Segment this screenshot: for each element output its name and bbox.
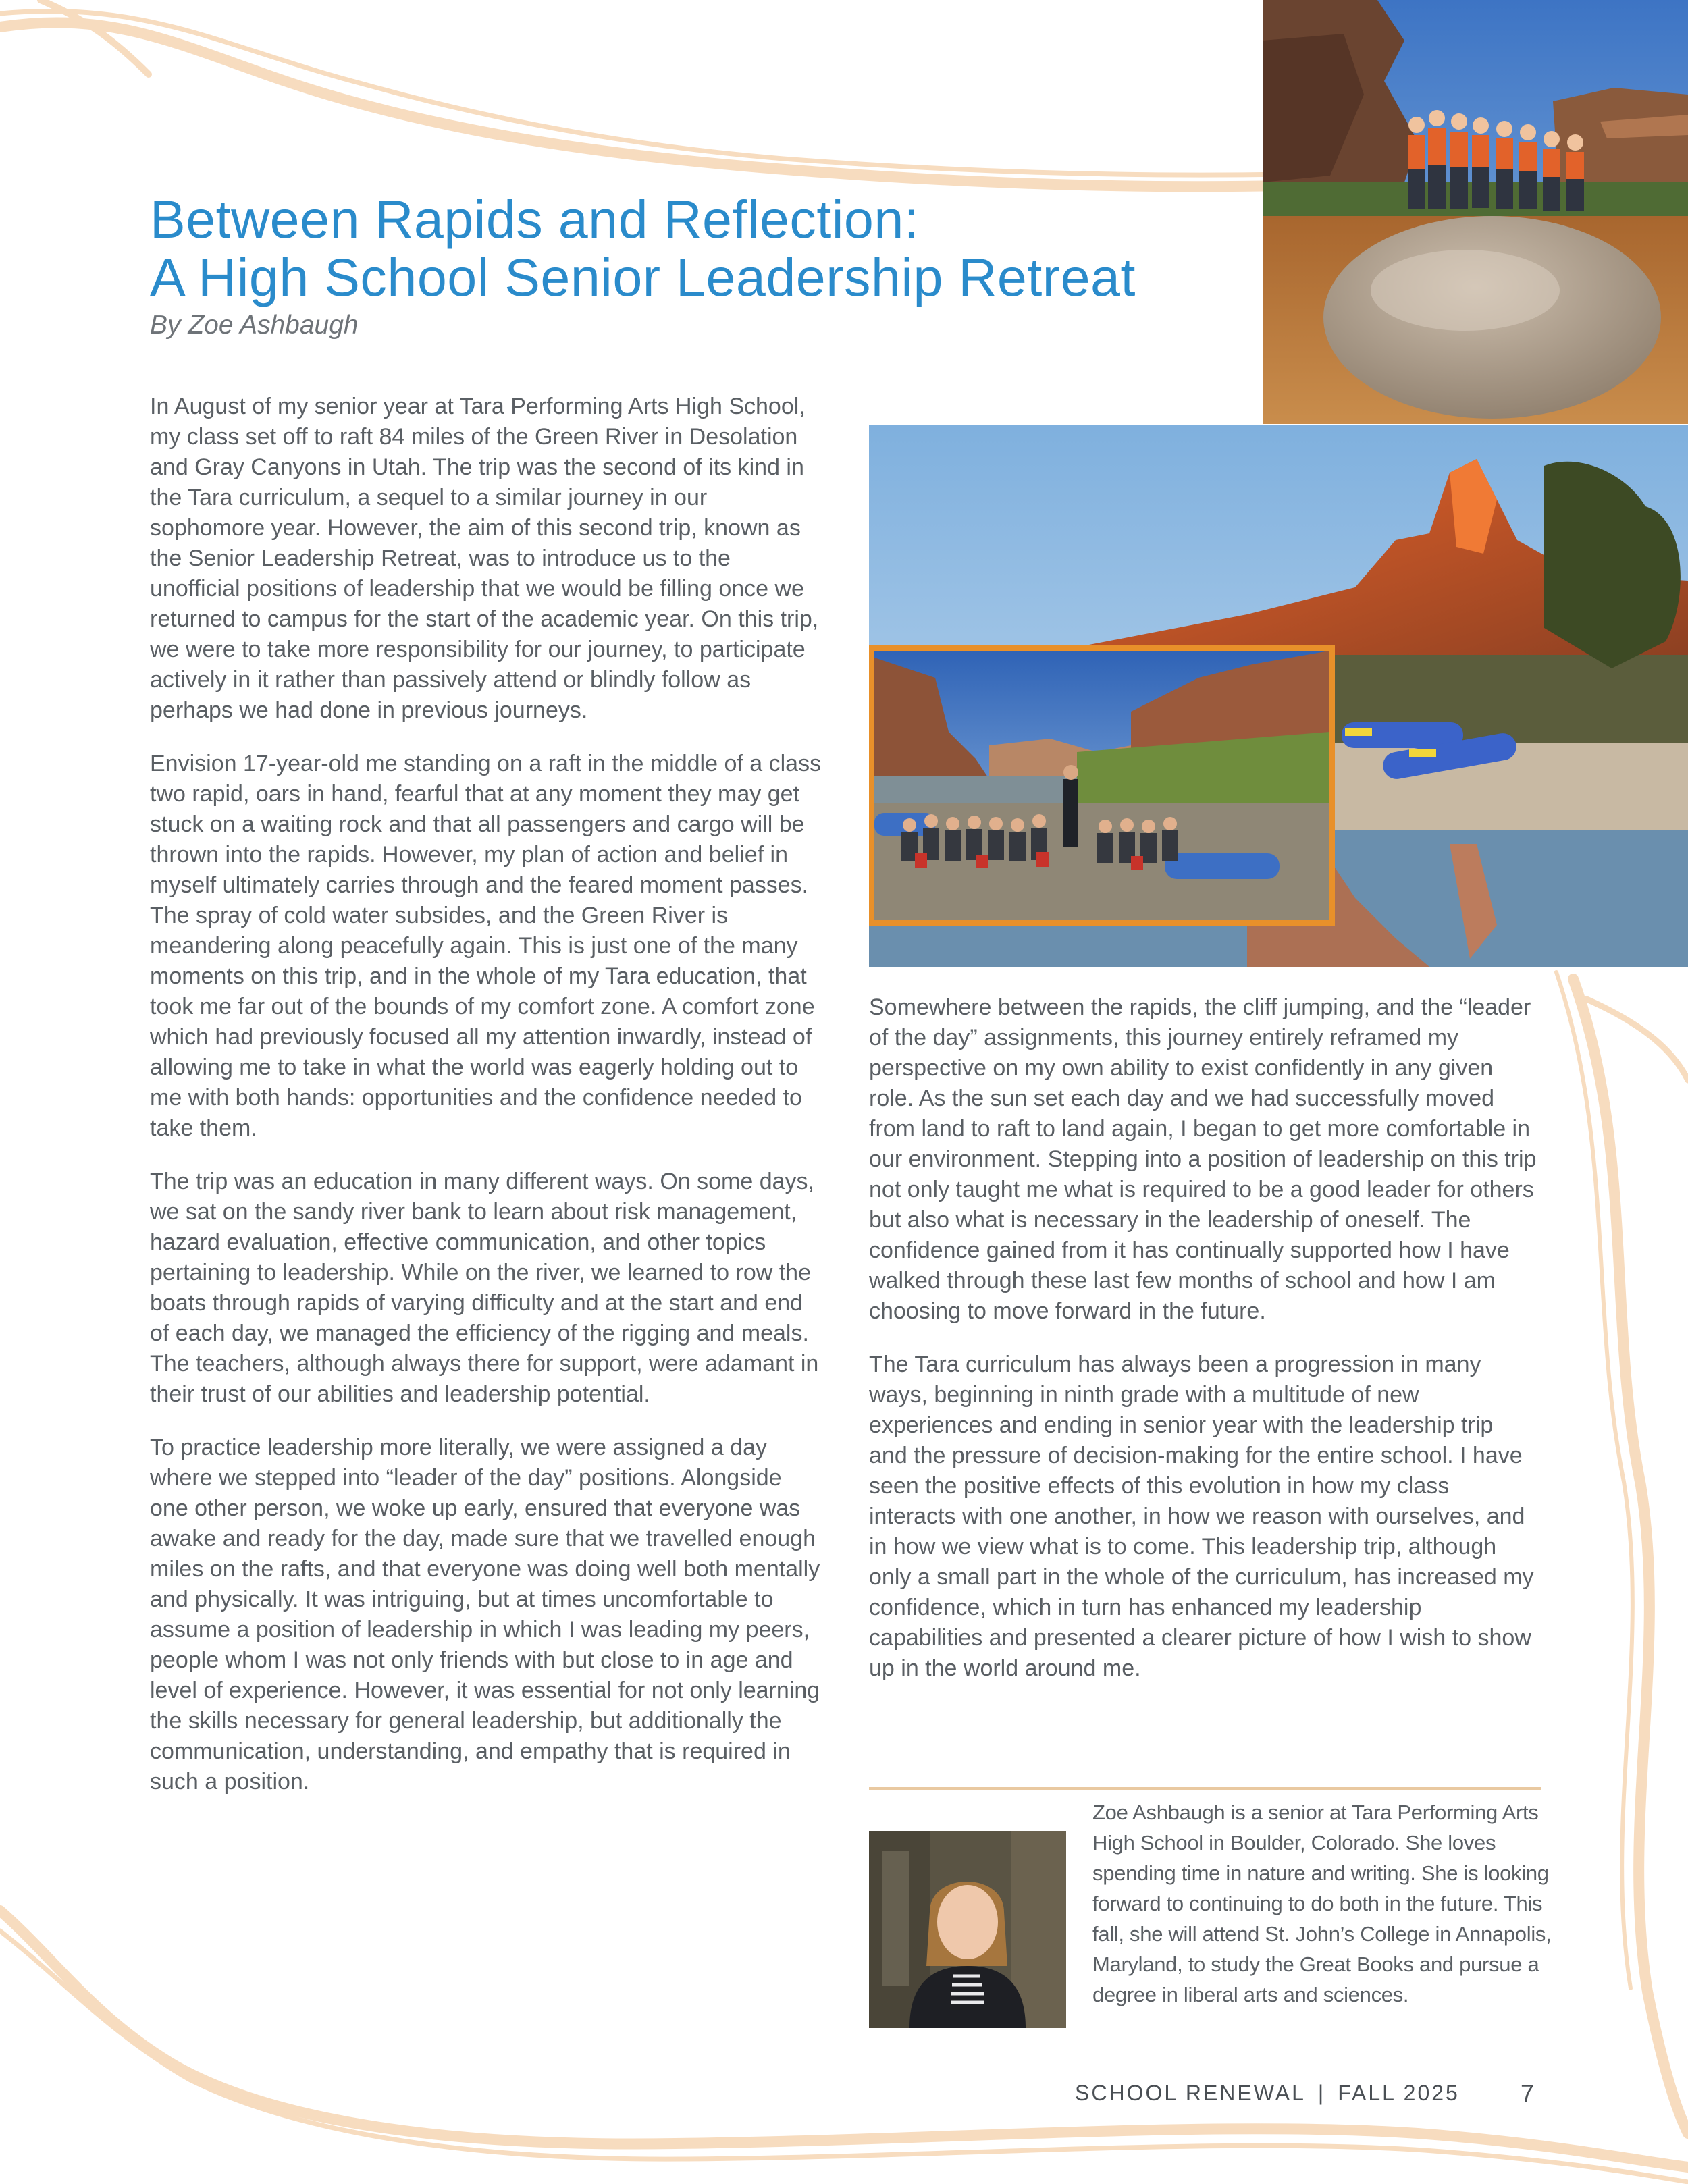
paragraph: In August of my senior year at Tara Performing Arts High School, my class set off to raft 84 miles of the Green River in Desolation and Gray Canyons in Utah. The trip was the second of its kind in the Tara curriculum, a sequel to a similar journey in our sophomore year. However, the aim of this second trip, known as the Senior Leadership Retreat, was to introduce us to the unofficial positions of leadership that we would be filling once we returned to campus for the start of the academic year. On this trip, we were to take more responsibility for our journey, to participate actively in it rather than passively attend or blindly follow as perhaps we had done in previous journeys.	[150, 394, 819, 723]
footer-separator: |	[1317, 2081, 1326, 2105]
issue-label: FALL 2025	[1338, 2081, 1460, 2105]
bio-divider	[869, 1787, 1541, 1790]
article-title	[150, 190, 1257, 307]
byline: By Zoe Ashbaugh	[150, 311, 359, 340]
author-bio: Zoe Ashbaugh is a senior at Tara Performing Arts High School in Boulder, Colorado. She loves spending time in nature and writing. She is looking forward to continuing to do both in the future. This fall, she will attend St. John’s College in Annapolis, Maryland, to study the Great Books and pursue a degree in liberal arts and sciences.	[1092, 1801, 1552, 2006]
paragraph: Envision 17-year-old me standing on a raft in the middle of a class two rapid, oars in hand, fearful that at any moment they may get stuck on a waiting rock and that all passengers and cargo will be thrown into the rapids. However, my plan of action and belief in myself ultimately carries through and the feared moment passes. The spray of cold water subsides, and the Green River is meandering along peacefully again. This is just one of the many moments on this trip, and in the whole of my Tara education, that took me far out of the bounds of my comfort zone. A comfort zone which had previously focused all my attention inwardly, instead of allowing me to take in what the world was eagerly holding out to me with both hands: opportunities and the confidence needed to take them.	[150, 751, 822, 1141]
photo-class-on-riverbank	[869, 645, 1335, 926]
photo-students-on-rock	[1263, 0, 1688, 424]
paragraph: The trip was an education in many different ways. On some days, we sat on the sandy river bank to learn about risk management, hazard evaluation, effective communication, and other topics pertaining to leadership. While on the river, we learned to row the boats through rapids of varying difficulty and at the start and end of each day, we managed the efficiency of the rigging and meals. The teachers, although always there for support, were adamant in their trust of our abilities and leadership potential.	[150, 1169, 819, 1407]
footer-publication	[1075, 2081, 1460, 2106]
title-line-2: A High School Senior Leadership Retreat	[150, 247, 1136, 307]
paragraph: Somewhere between the rapids, the cliff jumping, and the “leader of the day” assignments, this journey entirely reframed my perspective on my own ability to exist confidently in any given role. As the sun set each day and we had successfully moved from land to raft to land again, I began to get more comfortable in our environment. Stepping into a position of leadership on this trip not only taught me what is required to be a good leader for others but also what is necessary in the leadership of oneself. The confidence gained from it has continually supported how I have walked through these last few months of school and how I am choosing to move forward in the future.	[869, 994, 1537, 1324]
title-line-1: Between Rapids and Reflection:	[150, 189, 920, 249]
article-column-left	[150, 392, 825, 1820]
paragraph: The Tara curriculum has always been a progression in many ways, beginning in ninth grade with a multitude of new experiences and ending in senior year with the leadership trip and the pressure of decision-making for the entire school. I have seen the positive effects of this evolution in how my class interacts with one another, in how we reason with ourselves, and in how we view what is to come. This leadership trip, although only a small part in the whole of the curriculum, has increased my confidence, which in turn has enhanced my leadership capabilities and presented a clearer picture of how I wish to show up in the world around me.	[869, 1352, 1534, 1681]
page-number: 7	[1521, 2079, 1535, 2107]
article-column-right	[869, 992, 1537, 1707]
paragraph: To practice leadership more literally, we were assigned a day where we stepped into “leader of the day” positions. Alongside one other person, we woke up early, ensured that everyone was awake and ready for the day, made sure that we travelled enough miles on the rafts, and that everyone was doing well both mentally and physically. It was intriguing, but at times uncomfortable to assume a position of leadership in which I was leading my peers, people whom I was not only friends with but close to in age and level of experience. However, it was essential for not only learning the skills necessary for general leadership, but additionally the communication, understanding, and empathy that is required in such a position.	[150, 1435, 820, 1794]
publication-name: SCHOOL RENEWAL	[1075, 2081, 1306, 2105]
author-portrait	[869, 1831, 1066, 2028]
